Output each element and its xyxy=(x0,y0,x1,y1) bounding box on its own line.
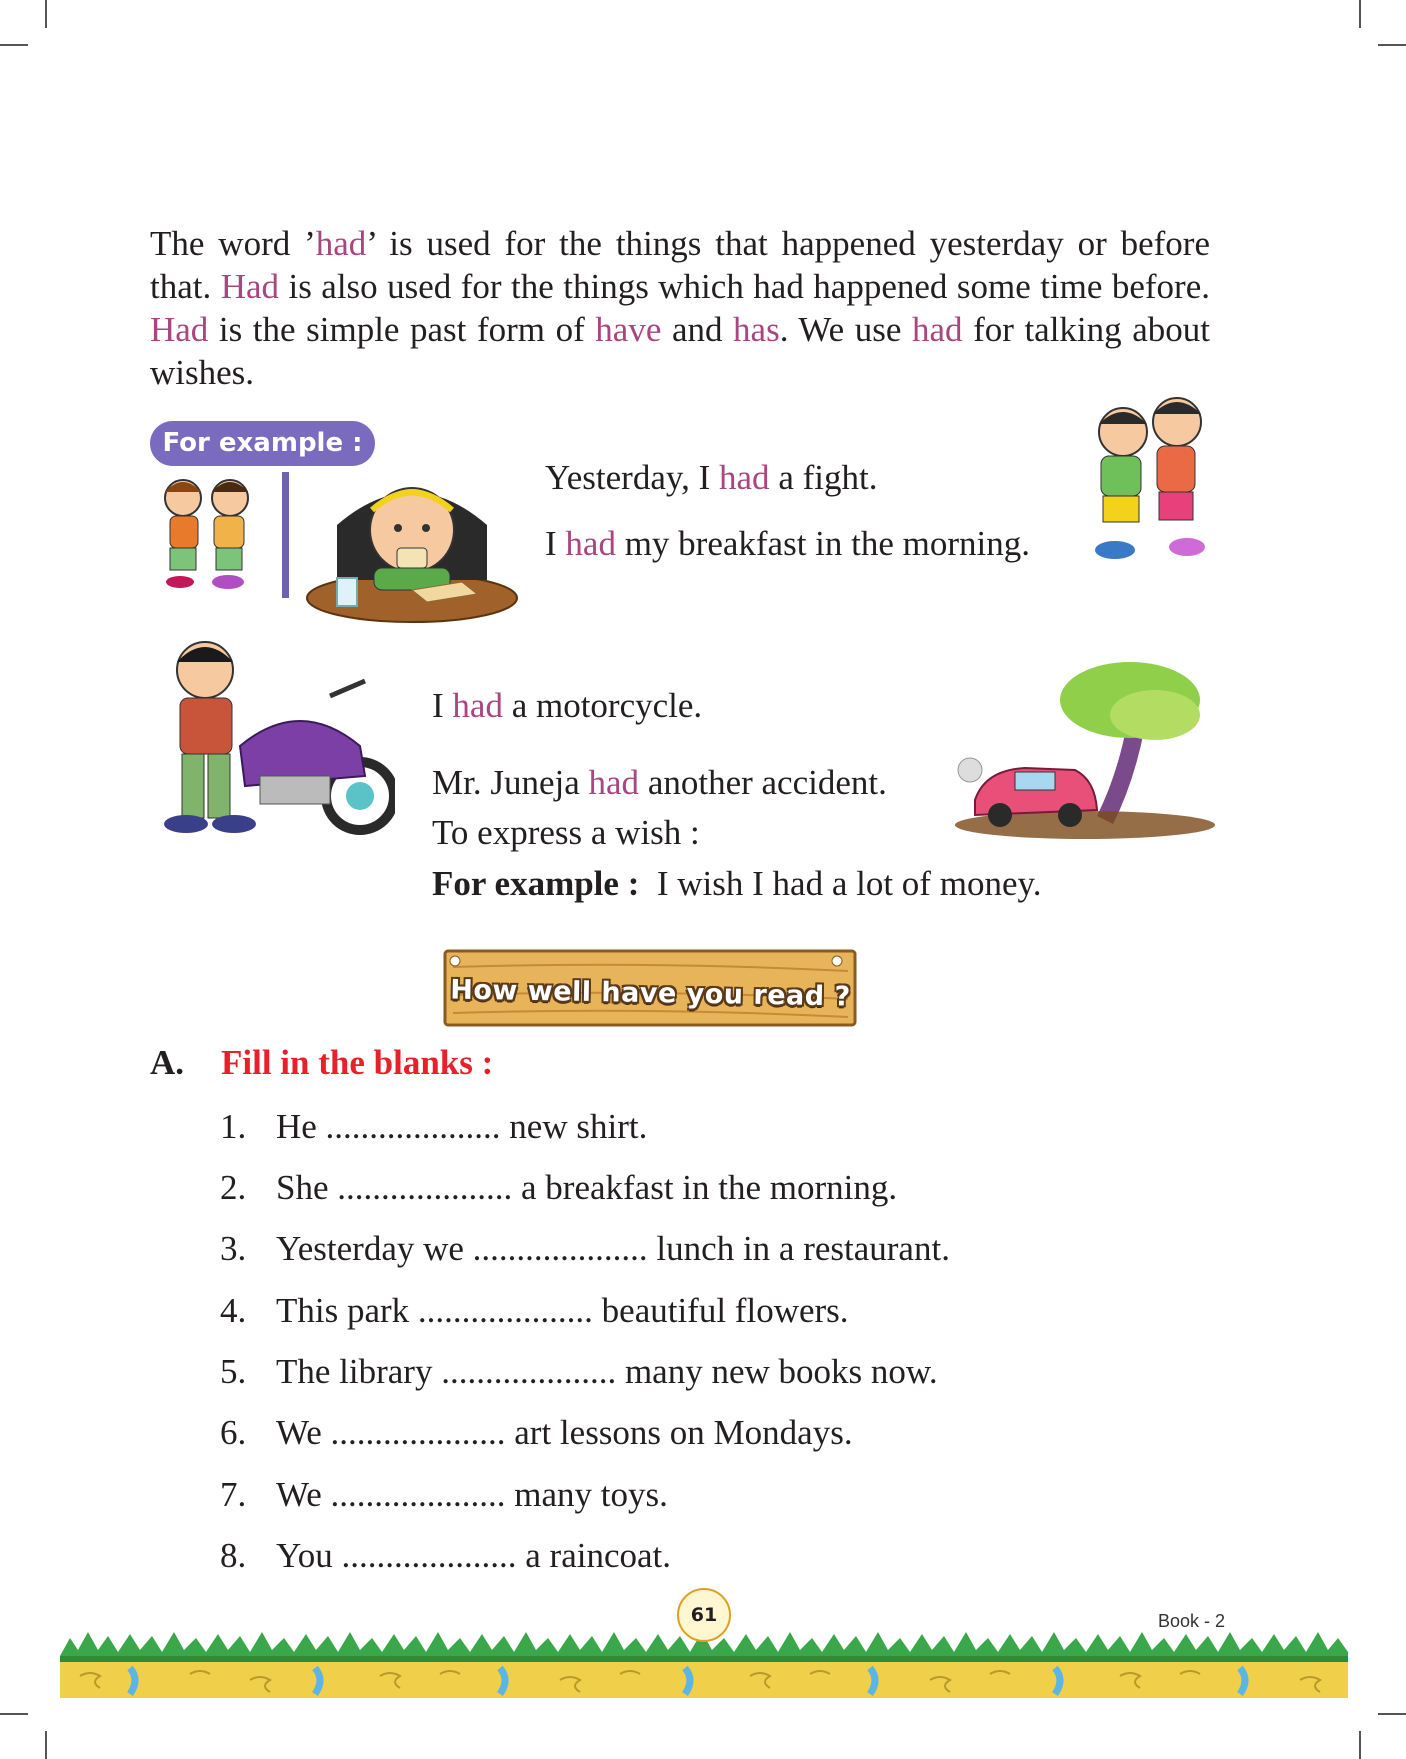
highlight-word: had xyxy=(452,686,503,725)
highlight-word: Had xyxy=(220,267,280,306)
item-text: We .................... many toys. xyxy=(276,1475,668,1514)
girl-eating-illustration xyxy=(302,470,534,630)
book-label: Book - 2 xyxy=(1158,1611,1226,1631)
highlight-word: had xyxy=(565,524,616,563)
sentence-text: I xyxy=(432,686,453,725)
sentence-text: a motorcycle. xyxy=(502,686,703,725)
crop-mark xyxy=(1359,0,1361,28)
list-item xyxy=(220,1475,668,1515)
highlight-word: have xyxy=(595,310,662,349)
list-item xyxy=(220,1168,897,1208)
item-number: 1. xyxy=(220,1107,247,1146)
example-sentence: To express a wish : xyxy=(432,813,700,852)
list-item xyxy=(220,1536,671,1576)
intro-text: The word ’ xyxy=(150,224,316,263)
kids-walking-illustration xyxy=(150,470,260,595)
example-label: For example : xyxy=(432,864,640,903)
highlight-word: had xyxy=(719,458,770,497)
example-divider xyxy=(282,472,289,598)
intro-text: ’ is used for the things that happened yesterday or before that. xyxy=(150,224,1210,306)
sentence-text: a fight. xyxy=(769,458,878,497)
crop-mark xyxy=(45,0,47,28)
intro-paragraph xyxy=(150,222,1210,394)
sentence-text: Yesterday, I xyxy=(545,458,720,497)
list-item xyxy=(220,1229,950,1269)
example-sentence xyxy=(432,763,887,803)
item-text: The library .................... many new books now. xyxy=(276,1352,938,1391)
item-number: 3. xyxy=(220,1229,247,1268)
crop-mark xyxy=(1378,1713,1406,1715)
crop-mark xyxy=(45,1731,47,1759)
list-item xyxy=(220,1291,849,1331)
item-number: 5. xyxy=(220,1352,247,1391)
kids-fighting-illustration xyxy=(1085,392,1215,567)
list-item xyxy=(220,1352,938,1392)
page-number: 61 xyxy=(677,1588,731,1642)
item-text: This park .................... beautiful flowers. xyxy=(276,1291,849,1330)
sentence-text: Mr. Juneja xyxy=(432,763,589,802)
item-number: 6. xyxy=(220,1413,247,1452)
intro-text: and xyxy=(661,310,734,349)
list-item xyxy=(220,1413,853,1453)
crop-mark xyxy=(0,1713,28,1715)
highlight-word: has xyxy=(733,310,780,349)
list-item xyxy=(220,1107,647,1147)
sentence-text: I xyxy=(545,524,566,563)
example-sentence xyxy=(545,458,877,498)
highlight-word: had xyxy=(911,310,963,349)
highlight-word: had xyxy=(315,224,367,263)
section-title: Fill in the blanks : xyxy=(221,1043,494,1082)
item-text: You .................... a raincoat. xyxy=(276,1536,672,1575)
highlight-word: had xyxy=(588,763,640,802)
item-number: 4. xyxy=(220,1291,247,1330)
example-sentence xyxy=(432,686,702,726)
section-letter: A. xyxy=(150,1043,185,1082)
crop-mark xyxy=(0,44,28,46)
sentence-text: another accident. xyxy=(639,763,887,802)
sentence-text: I wish I had a lot of money. xyxy=(656,864,1042,903)
highlight-word: Had xyxy=(150,310,209,349)
boy-motorcycle-illustration xyxy=(150,636,395,841)
sentence-text: my breakfast in the morning. xyxy=(615,524,1031,563)
intro-text: for talking about wishes. xyxy=(150,310,1210,392)
item-number: 2. xyxy=(220,1168,247,1207)
item-number: 7. xyxy=(220,1475,247,1514)
intro-text: . We use xyxy=(779,310,912,349)
example-badge: For example : xyxy=(150,421,375,466)
example-sentence xyxy=(545,524,1030,564)
intro-text: is the simple past form of xyxy=(208,310,596,349)
example-sentence xyxy=(432,864,1041,904)
item-text: She .................... a breakfast in the morning. xyxy=(276,1168,898,1207)
sign-title: How well have you read ? xyxy=(450,974,851,1013)
item-text: Yesterday we .................... lunch in a restaurant. xyxy=(276,1229,950,1268)
item-text: We .................... art lessons on Mondays. xyxy=(276,1413,853,1452)
item-text: He .................... new shirt. xyxy=(276,1107,648,1146)
intro-text: is also used for the things which had happened some time before. xyxy=(279,267,1210,306)
item-number: 8. xyxy=(220,1536,247,1575)
car-accident-illustration xyxy=(955,660,1220,845)
crop-mark xyxy=(1378,44,1406,46)
crop-mark xyxy=(1359,1731,1361,1759)
